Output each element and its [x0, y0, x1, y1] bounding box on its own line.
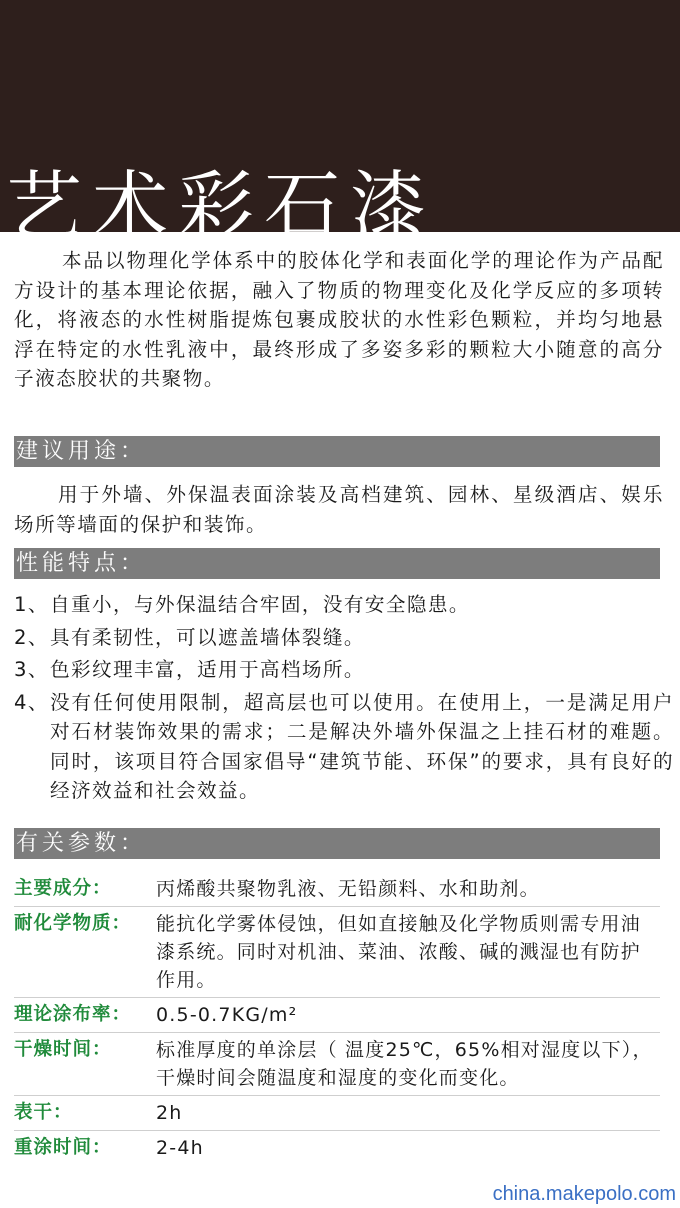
intro-paragraph: 本品以物理化学体系中的胶体化学和表面化学的理论作为产品配方设计的基本理论依据，融入了物质的物理变化及化学反应的多项转化，将液态的水性树脂提炼包裹成胶状的水性彩色颗粒，并均匀地悬浮在特定的水性乳液中，最终形成了多姿多彩的颗粒大小随意的高分子液态胶状的共聚物。 [14, 249, 664, 390]
usage-paragraph: 用于外墙、外保温表面涂装及高档建筑、园林、星级酒店、娱乐场所等墙面的保护和装饰。 [14, 483, 664, 536]
param-label: 理论涂布率： [14, 1004, 132, 1025]
list-item-number: 4、 [14, 690, 49, 714]
param-label: 表干： [14, 1102, 73, 1123]
table-row [14, 1096, 660, 1131]
watermark: china.makepolo.com [492, 1183, 676, 1205]
list-item-text: 色彩纹理丰富，适用于高档场所。 [50, 658, 365, 681]
list-item-number: 3、 [14, 658, 49, 681]
features-list [14, 590, 674, 809]
list-item-text: 没有任何使用限制，超高层也可以使用。在使用上，一是满足用户对石材装饰效果的需求；二是解决外墙外保温之上挂石材的难题。同时，该项目符合国家倡导“建筑节能、环保”的要求，具有良好的经济效益和社会效益。 [50, 690, 674, 802]
param-value: 标准厚度的单涂层（ 温度25℃，65%相对湿度以下），干燥时间会随温度和湿度的变化而变化。 [156, 1039, 653, 1089]
param-label: 重涂时间： [14, 1137, 112, 1158]
list-item [14, 688, 674, 806]
table-row [14, 998, 660, 1033]
param-value: 2h [156, 1102, 183, 1124]
list-item-number: 2、 [14, 625, 49, 649]
table-row [14, 872, 660, 907]
table-row [14, 1131, 660, 1165]
param-label: 耐化学物质： [14, 913, 132, 934]
list-item-text: 自重小，与外保温结合牢固，没有安全隐患。 [50, 593, 470, 616]
list-item-number: 1、 [14, 593, 49, 616]
param-value: 0.5-0.7KG/m² [156, 1004, 298, 1026]
list-item [14, 655, 674, 685]
param-value: 丙烯酸共聚物乳液、无铅颜料、水和助剂。 [156, 878, 540, 900]
param-value: 2-4h [156, 1137, 204, 1159]
section-heading-features: 性能特点： [14, 548, 660, 579]
table-row [14, 1033, 660, 1096]
param-label: 干燥时间： [14, 1039, 112, 1060]
section-heading-usage: 建议用途： [14, 436, 660, 467]
table-row [14, 907, 660, 998]
param-value: 能抗化学雾体侵蚀，但如直接触及化学物质则需专用油漆系统。同时对机油、菜油、浓酸、碱的溅湿也有防护作用。 [156, 913, 641, 991]
section-heading-params: 有关参数： [14, 828, 660, 859]
header-banner [0, 0, 680, 251]
list-item-text: 具有柔韧性，可以遮盖墙体裂缝。 [50, 625, 365, 649]
list-item [14, 590, 674, 620]
list-item [14, 623, 674, 653]
params-table [14, 872, 660, 1165]
param-label: 主要成分： [14, 878, 112, 899]
page-title: 艺术彩石漆 [6, 161, 436, 251]
